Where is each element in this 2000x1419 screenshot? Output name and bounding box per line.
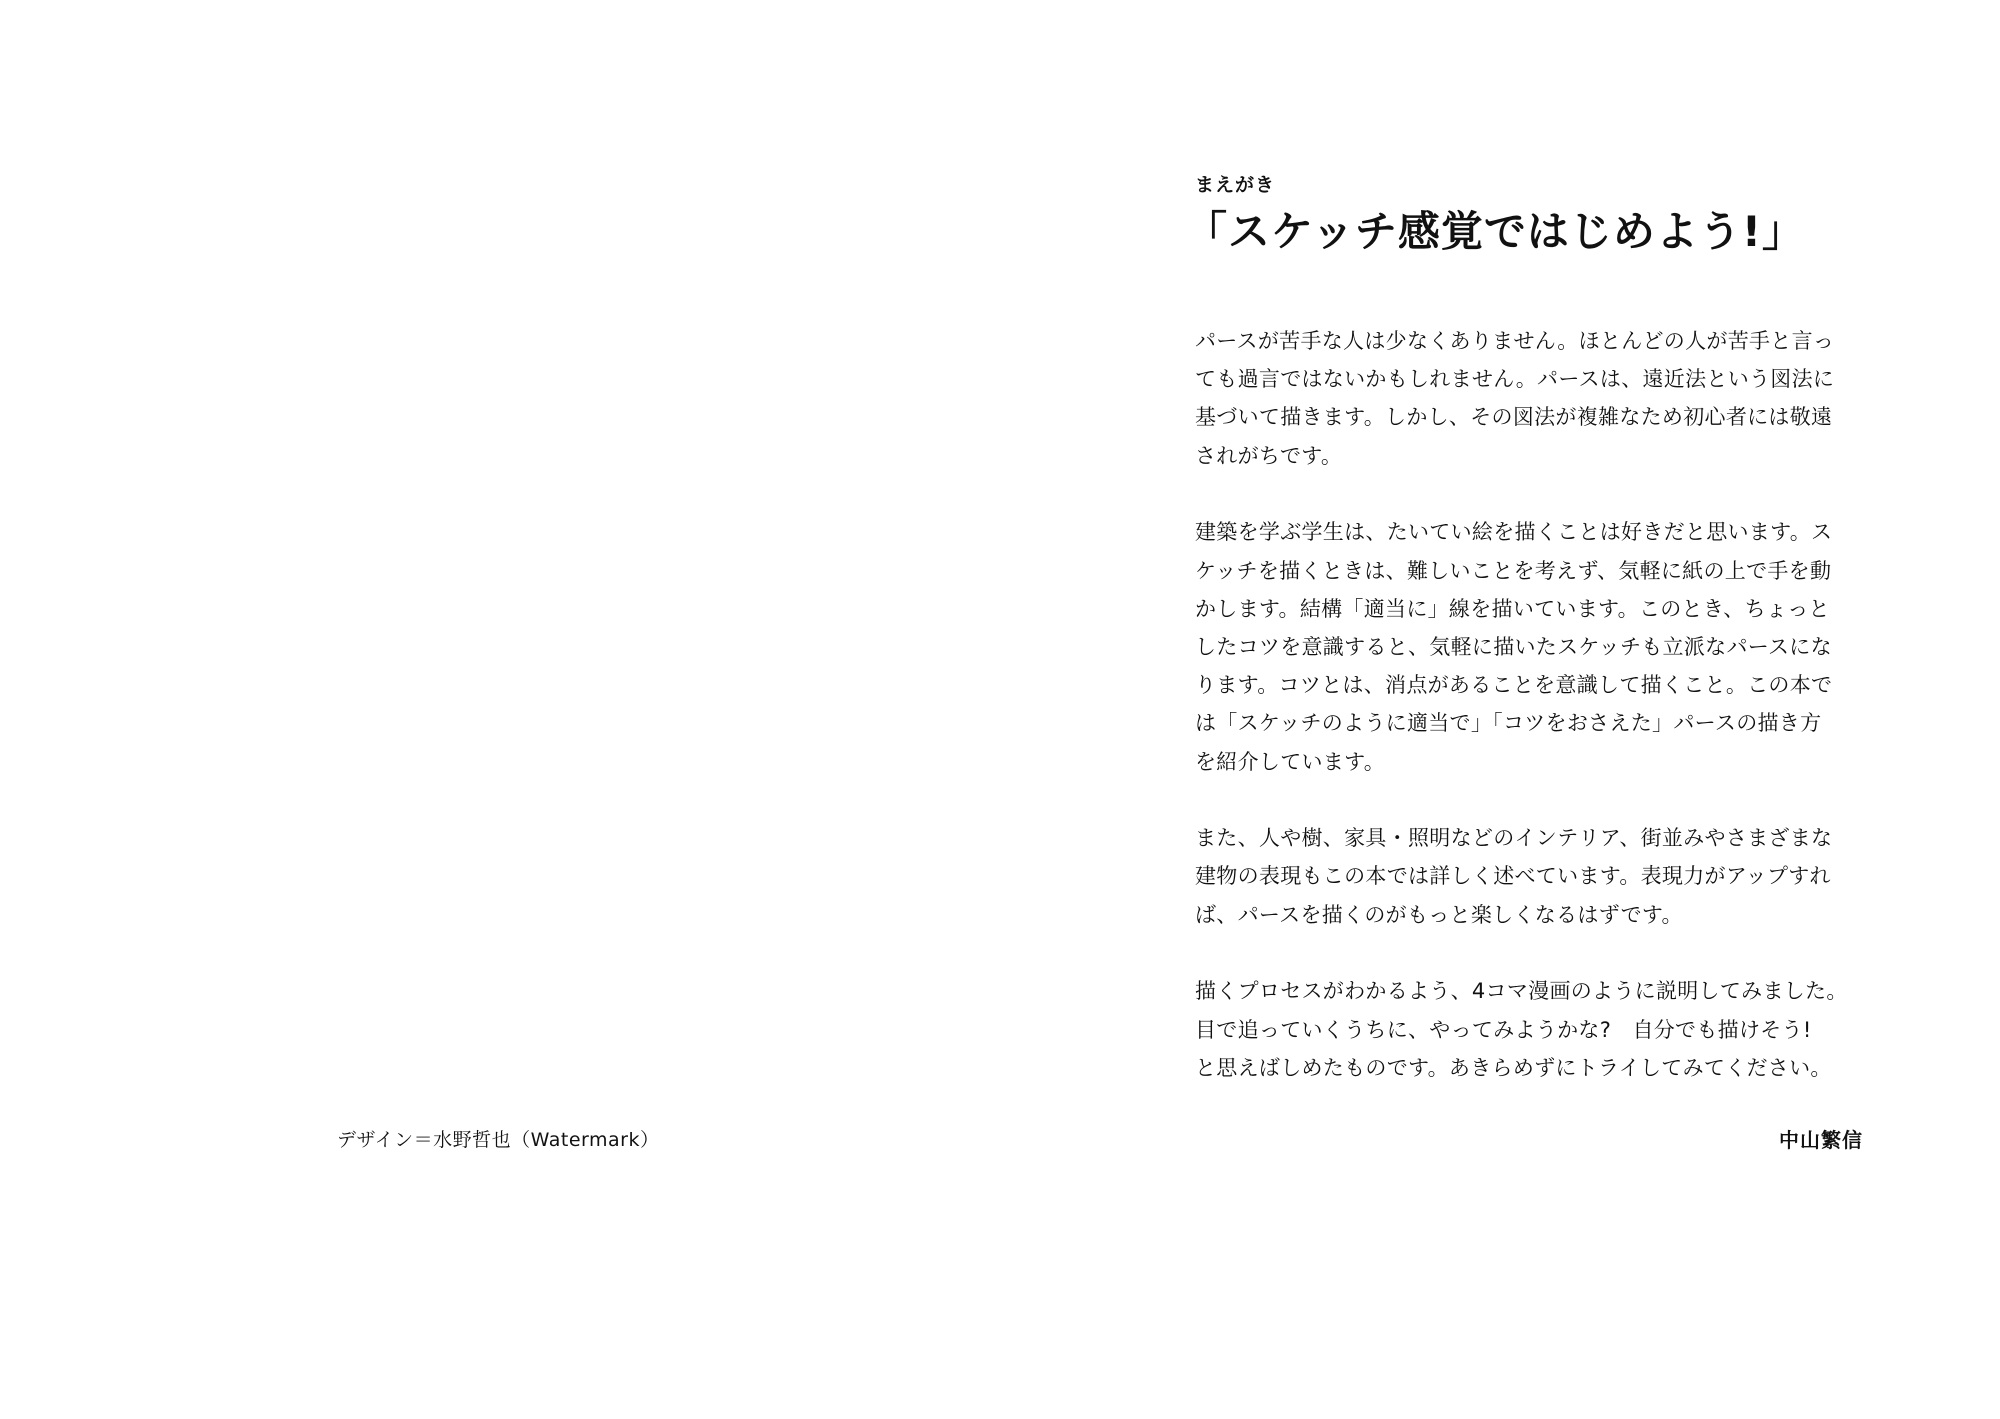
- preface-page: [1185, 172, 1863, 1125]
- design-credit: デザイン＝水野哲也（Watermark）: [337, 1129, 660, 1151]
- text-line: 建物の表現もこの本では詳しく述べています。表現力がアップすれ: [1195, 864, 1831, 889]
- preface-body: [1195, 322, 1863, 1087]
- text-line: ても過言ではないかもしれません。パースは、遠近法という図法に: [1195, 367, 1835, 392]
- paragraph: [1195, 819, 1863, 934]
- text-line: を紹介しています。: [1195, 749, 1386, 774]
- text-line: されがちです。: [1195, 443, 1343, 468]
- text-line: ケッチを描くときは、難しいことを考えず、気軽に紙の上で手を動: [1195, 558, 1832, 583]
- text-line: 描くプロセスがわかるよう、4コマ漫画のように説明してみました。: [1195, 979, 1848, 1004]
- text-line: また、人や樹、家具・照明などのインテリア、街並みやさまざまな: [1195, 826, 1833, 851]
- section-kicker: まえがき: [1195, 174, 1276, 196]
- paragraph: [1195, 513, 1863, 780]
- paragraph: [1195, 322, 1863, 475]
- text-line: 目で追っていくうちに、やってみようかな? 自分でも描けそう!: [1195, 1017, 1812, 1042]
- text-line: したコツを意識すると、気軽に描いたスケッチも立派なパースにな: [1195, 634, 1832, 659]
- text-line: 建築を学ぶ学生は、たいてい絵を描くことは好きだと思います。ス: [1195, 520, 1833, 545]
- text-line: ば、パースを描くのがもっと楽しくなるはずです。: [1195, 902, 1683, 927]
- text-line: と思えばしめたものです。あきらめずにトライしてみてください。: [1195, 1055, 1832, 1080]
- text-line: 基づいて描きます。しかし、その図法が複雑なため初心者には敬遠: [1195, 405, 1833, 430]
- text-line: パースが苦手な人は少なくありません。ほとんどの人が苦手と言っ: [1195, 329, 1835, 353]
- page-title: 「スケッチ感覚ではじめよう!」: [1185, 207, 1806, 256]
- author-name: 中山繁信: [1779, 1128, 1863, 1152]
- text-line: は「スケッチのように適当で」「コツをおさえた」パースの描き方: [1195, 711, 1822, 736]
- paragraph: [1195, 972, 1863, 1087]
- text-line: ります。コツとは、消点があることを意識して描くこと。この本で: [1195, 673, 1833, 698]
- text-line: かします。結構「適当に」線を描いています。このとき、ちょっと: [1195, 596, 1830, 621]
